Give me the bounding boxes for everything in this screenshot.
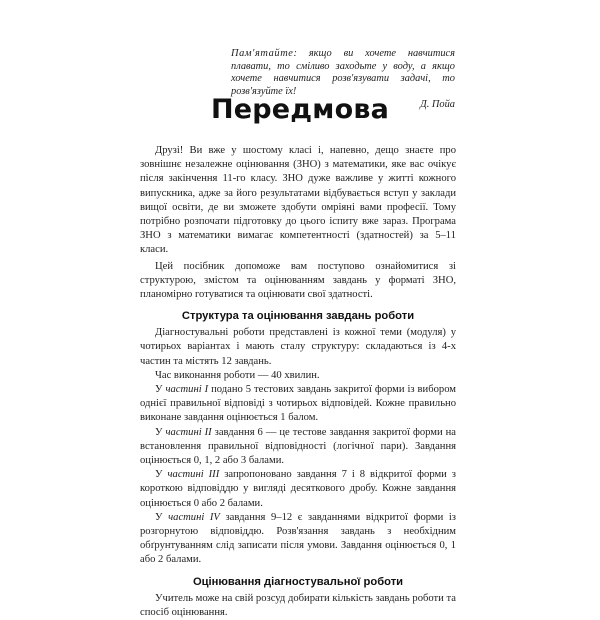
part-3-text: запропоновано завдання 7 і 8 відкритої форми з короткою відповіддю у вигляді десяткового дробу. Кожне завдання оцінюється 0 або 2 балами. bbox=[140, 469, 456, 509]
structure-paragraph-part-4 bbox=[140, 511, 456, 568]
epigraph-author: Д. Пойа bbox=[420, 99, 455, 111]
intro-paragraph-2: Цей посібник допоможе вам поступово ознайомитися зі структурою, змістом та оцінюванням завдань у форматі ЗНО, планомірно готуватися та оцінювати свої здатності. bbox=[140, 260, 456, 301]
structure-paragraph-part-1 bbox=[140, 383, 456, 426]
structure-paragraph-part-3 bbox=[140, 468, 456, 511]
structure-paragraph-part-2 bbox=[140, 426, 456, 469]
part-1-text: подано 5 тестових завдань закритої форми із вибором однієї правильної відповіді з чотирьох відповідей. Кожне правильно виконане завдання оцінюється 1 балом. bbox=[140, 384, 456, 424]
part-2-text: завдання 6 — це тестове завдання закритої форми на встановлення правильної відповідності (логічної пари). Завдання оцінюється 0, 1, 2 або 3 балами. bbox=[140, 426, 457, 467]
part-1-label: частині I bbox=[165, 384, 209, 396]
part-3-label: частині III bbox=[167, 469, 220, 481]
intro-paragraph-1: Друзі! Ви вже у шостому класі і, напевно, дещо знаєте про зовнішнє незалежне оцінювання (ЗНО) з математики, яке вас очікує після закінчення 11-го класу. ЗНО дуже важливе у житті кожного випускника, адже за його результатами відбувається вступ у заклади вищої освіти, де ви зможете здобути омріяні вами професії. Тому потрібно розпочати підготовку до цього іспиту вже зараз. Програма ЗНО з математики вимагає компетентності (здатностей) за 5–11 класи. bbox=[140, 145, 456, 256]
section-heading-structure: Структура та оцінювання завдань роботи bbox=[181, 310, 415, 323]
structure-paragraph-time: Час виконання роботи — 40 хвилин. bbox=[155, 369, 320, 381]
section-heading-assessment: Оцінювання діагностувальної роботи bbox=[192, 575, 404, 588]
part-4-prefix: У bbox=[155, 511, 169, 523]
page-title: Передмова bbox=[210, 94, 390, 125]
assessment-paragraph-1: Учитель може на свій розсуд добирати кількість завдань роботи та спосіб оцінювання. bbox=[140, 592, 456, 618]
part-4-label: частині IV bbox=[168, 511, 220, 523]
part-3-prefix: У bbox=[155, 469, 168, 481]
epigraph-label: Пам'ятайте bbox=[231, 48, 294, 59]
epigraph-text: : якщо ви хочете навчитися плавати, то сміливо заходьте у воду, а якщо хочете навчитися розв'язувати задачі, то розв'язуйте їх! bbox=[231, 48, 455, 97]
part-1-prefix: У bbox=[155, 384, 166, 396]
structure-paragraph-1: Діагностувальні роботи представлені із кожної теми (модуля) у чотирьох варіантах і мають сталу структуру: складаються із 4-х частин та містять 12 завдань. bbox=[140, 327, 456, 367]
part-4-text: завдання 9–12 є завданнями відкритої форми із розгорнутою відповіддю. Розв'язання завдань з необхідним обґрунтуванням слід записати після умови. Завдання оцінюється 0, 1 або 2 балами. bbox=[140, 511, 456, 566]
part-2-label: частині II bbox=[165, 426, 212, 438]
page-body bbox=[140, 144, 456, 620]
part-2-prefix: У bbox=[155, 426, 166, 438]
